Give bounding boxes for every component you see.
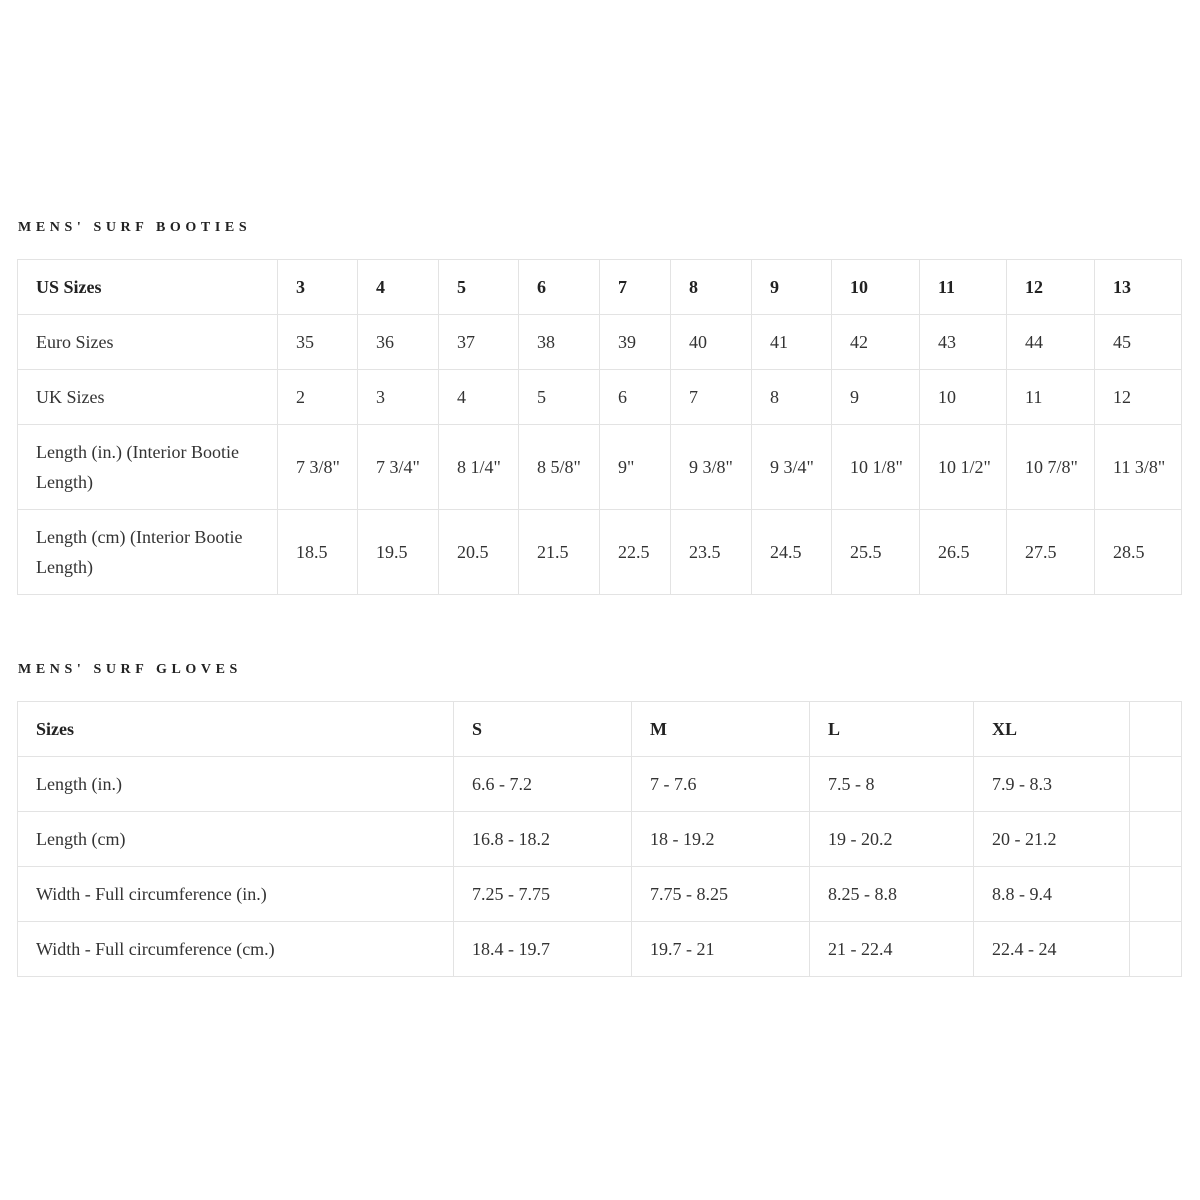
booties-cell: 9 3/4" (752, 425, 832, 510)
gloves-row-label: Width - Full circumference (in.) (18, 867, 454, 922)
booties-cell: 37 (439, 315, 519, 370)
booties-cell: 35 (278, 315, 358, 370)
gloves-cell: 8.8 - 9.4 (974, 867, 1130, 922)
booties-cell: 36 (358, 315, 439, 370)
booties-cell: 23.5 (671, 510, 752, 595)
booties-row-label: Length (cm) (Interior Bootie Length) (18, 510, 278, 595)
gloves-cell: 19 - 20.2 (810, 812, 974, 867)
gloves-row (18, 702, 1182, 757)
booties-cell: 4 (358, 260, 439, 315)
gloves-cell: 7.5 - 8 (810, 757, 974, 812)
booties-cell: 43 (920, 315, 1007, 370)
gloves-cell: S (454, 702, 632, 757)
gloves-row (18, 922, 1182, 977)
booties-row (18, 260, 1182, 315)
booties-cell: 8 1/4" (439, 425, 519, 510)
gloves-row-label: Length (in.) (18, 757, 454, 812)
booties-cell: 4 (439, 370, 519, 425)
gloves-section-title: MENS' SURF GLOVES (18, 662, 242, 677)
gloves-size-table (17, 701, 1182, 977)
booties-cell: 9 (832, 370, 920, 425)
booties-cell: 12 (1007, 260, 1095, 315)
booties-cell: 24.5 (752, 510, 832, 595)
booties-cell: 39 (600, 315, 671, 370)
booties-cell: 7 3/8" (278, 425, 358, 510)
booties-cell: 7 (671, 370, 752, 425)
booties-cell: 38 (519, 315, 600, 370)
gloves-cell: 19.7 - 21 (632, 922, 810, 977)
gloves-cell: L (810, 702, 974, 757)
booties-cell: 19.5 (358, 510, 439, 595)
booties-cell: 45 (1095, 315, 1182, 370)
gloves-cell (1130, 702, 1182, 757)
gloves-cell: 7.9 - 8.3 (974, 757, 1130, 812)
booties-row (18, 315, 1182, 370)
booties-cell: 10 (832, 260, 920, 315)
booties-cell: 21.5 (519, 510, 600, 595)
booties-cell: 2 (278, 370, 358, 425)
booties-cell: 11 3/8" (1095, 425, 1182, 510)
booties-cell: 25.5 (832, 510, 920, 595)
gloves-cell: 7.75 - 8.25 (632, 867, 810, 922)
booties-row (18, 425, 1182, 510)
booties-cell: 7 3/4" (358, 425, 439, 510)
booties-section-title: MENS' SURF BOOTIES (18, 220, 252, 235)
gloves-cell: 18 - 19.2 (632, 812, 810, 867)
booties-cell: 44 (1007, 315, 1095, 370)
gloves-cell: 21 - 22.4 (810, 922, 974, 977)
gloves-cell (1130, 867, 1182, 922)
booties-cell: 9 (752, 260, 832, 315)
booties-cell: 8 (752, 370, 832, 425)
booties-row-label: US Sizes (18, 260, 278, 315)
booties-row (18, 510, 1182, 595)
booties-cell: 3 (278, 260, 358, 315)
gloves-cell: 6.6 - 7.2 (454, 757, 632, 812)
booties-cell: 42 (832, 315, 920, 370)
gloves-cell: 16.8 - 18.2 (454, 812, 632, 867)
gloves-cell: M (632, 702, 810, 757)
booties-row-label: UK Sizes (18, 370, 278, 425)
gloves-cell: 7.25 - 7.75 (454, 867, 632, 922)
booties-row (18, 370, 1182, 425)
gloves-row (18, 812, 1182, 867)
booties-cell: 18.5 (278, 510, 358, 595)
gloves-cell (1130, 922, 1182, 977)
booties-cell: 27.5 (1007, 510, 1095, 595)
gloves-cell (1130, 757, 1182, 812)
booties-cell: 10 (920, 370, 1007, 425)
booties-cell: 8 5/8" (519, 425, 600, 510)
booties-cell: 22.5 (600, 510, 671, 595)
gloves-cell: 18.4 - 19.7 (454, 922, 632, 977)
booties-row-label: Euro Sizes (18, 315, 278, 370)
gloves-cell: 8.25 - 8.8 (810, 867, 974, 922)
gloves-row-label: Sizes (18, 702, 454, 757)
booties-cell: 12 (1095, 370, 1182, 425)
booties-cell: 41 (752, 315, 832, 370)
booties-cell: 28.5 (1095, 510, 1182, 595)
booties-cell: 10 1/8" (832, 425, 920, 510)
booties-cell: 9 3/8" (671, 425, 752, 510)
booties-cell: 11 (1007, 370, 1095, 425)
gloves-row-label: Length (cm) (18, 812, 454, 867)
booties-cell: 9" (600, 425, 671, 510)
gloves-row (18, 867, 1182, 922)
booties-cell: 6 (600, 370, 671, 425)
booties-cell: 20.5 (439, 510, 519, 595)
gloves-cell (1130, 812, 1182, 867)
booties-cell: 11 (920, 260, 1007, 315)
booties-cell: 8 (671, 260, 752, 315)
booties-row-label: Length (in.) (Interior Bootie Length) (18, 425, 278, 510)
booties-cell: 13 (1095, 260, 1182, 315)
booties-size-table (17, 259, 1182, 595)
booties-cell: 7 (600, 260, 671, 315)
gloves-row (18, 757, 1182, 812)
gloves-cell: 20 - 21.2 (974, 812, 1130, 867)
booties-cell: 10 1/2" (920, 425, 1007, 510)
gloves-cell: 7 - 7.6 (632, 757, 810, 812)
booties-cell: 10 7/8" (1007, 425, 1095, 510)
booties-cell: 5 (519, 370, 600, 425)
gloves-cell: 22.4 - 24 (974, 922, 1130, 977)
booties-cell: 5 (439, 260, 519, 315)
booties-cell: 26.5 (920, 510, 1007, 595)
booties-cell: 6 (519, 260, 600, 315)
booties-cell: 3 (358, 370, 439, 425)
gloves-cell: XL (974, 702, 1130, 757)
booties-cell: 40 (671, 315, 752, 370)
gloves-row-label: Width - Full circumference (cm.) (18, 922, 454, 977)
